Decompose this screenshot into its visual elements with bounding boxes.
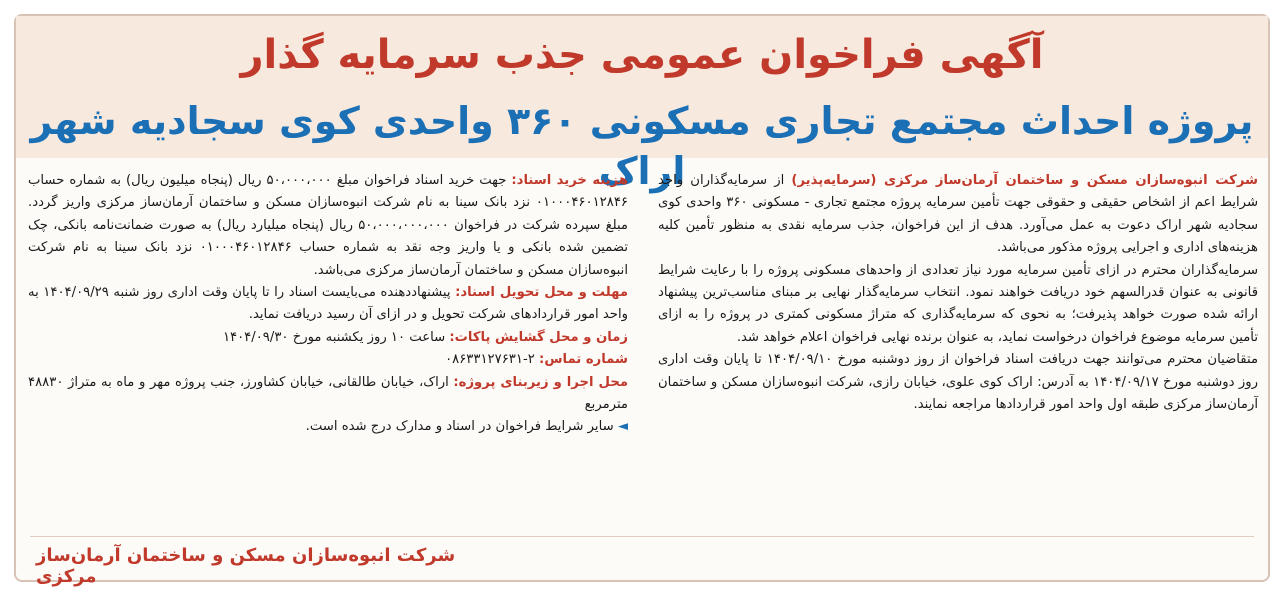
cost-label: هزینه خرید اسناد: xyxy=(511,173,629,188)
cost-item xyxy=(28,170,628,282)
footer-company: شرکت انبوه‌سازان مسکن و ساختمان آرمان‌ساز مرکزی xyxy=(36,545,456,587)
documents-paragraph: متقاضیان محترم می‌توانند جهت دریافت اسناد فراخوان از روز دوشنبه مورخ ۱۴۰۴/۰۹/۱۰ تا پایان وقت اداری روز دوشنبه مورخ ۱۴۰۴/۰۹/۱۷ به آدرس: اراک کوی علوی، خیابان رازی، شرکت انبوه‌سازان مسکن و ساختمان آرمان‌ساز مرکزی طبقه اول واحد امور قراردادها مراجعه نمایند. xyxy=(658,352,1259,413)
location-text: اراک، خیابان طالقانی، خیابان کشاورز، جنب پروژه مهر و ماه به متراژ ۴۸۸۳۰ مترمربع xyxy=(28,374,628,413)
opening-text: ساعت ۱۰ روز یکشنبه مورخ ۱۴۰۴/۰۹/۳۰ xyxy=(222,329,450,345)
opening-label: زمان و محل گشایش پاکات: xyxy=(449,329,628,345)
contact-text: ۲-۰۸۶۳۳۱۲۷۶۳۱ xyxy=(445,352,540,368)
arrow-icon: ◄ xyxy=(617,419,628,435)
contact-item xyxy=(28,349,628,371)
location-item xyxy=(28,372,628,417)
intro-paragraph xyxy=(658,170,1258,260)
terms-paragraph: سرمایه‌گذاران محترم در ازای تأمین سرمایه مورد نیاز تعدادی از واحدهای مسکونی پروژه را با رعایت شرایط قانونی به عنوان قدرالسهم خود دریافت خواهند نمود. انتخاب سرمایه‌گذار نهایی بر مبنای مناسب‌ترین پیشنهاد ارائه شده صورت خواهد پذیرفت؛ به نحوی که سرمایه‌گذاری که متراژ مسکونی کمتری در پروژه را به ازای تأمین سرمایه موضوع فراخوان درخواست نماید، به عنوان برنده نهایی فراخوان اعلام خواهد شد. xyxy=(658,262,1258,345)
ad-subtitle: پروژه احداث مجتمع تجاری مسکونی ۳۶۰ واحدی کوی سجادیه شهر اراک xyxy=(30,99,1254,193)
deadline-item xyxy=(28,282,628,327)
left-column xyxy=(28,170,628,439)
footer-divider xyxy=(30,536,1254,537)
deadline-text: پیشنهاددهنده می‌بایست اسناد را تا پایان وقت اداری روز شنبه ۱۴۰۴/۰۹/۲۹ به واحد امور قراردادهای شرکت تحویل و در ازای آن رسید دریافت نماید. xyxy=(28,285,628,323)
cost-text: جهت خرید اسناد فراخوان مبلغ ۵۰،۰۰۰،۰۰۰ ریال (پنجاه میلیون ریال) به شماره حساب ۰۱۰۰۰۴۶۰۱۲۸۴۶ نزد بانک سینا به نام شرکت انبوه‌سازان مسکن و ساختمان آرمان‌ساز مرکزی واریز گردد. مبلغ سپرده شرکت در فراخوان ۵۰،۰۰۰،۰۰۰،۰۰۰ ریال (پنجاه میلیارد ریال) به صورت ضمانت‌نامه بانکی، چک تضمین شده بانکی و یا واریز وجه نقد به شماره حساب ۰۱۰۰۰۴۶۰۱۲۸۴۶ نزد بانک سینا به نام شرکت انبوه‌سازان مسکن و ساختمان آرمان‌ساز مرکزی می‌باشد. xyxy=(28,173,628,278)
location-label: محل اجرا و زیربنای پروژه: xyxy=(453,374,628,390)
intro-text: از سرمایه‌گذاران واجد شرایط اعم از اشخاص حقیقی و حقوقی جهت تأمین سرمایه پروژه مجتمع تجاری - مسکونی ۳۶۰ واحدی کوی سجادیه شهر اراک دعوت به عمل می‌آورد. هدف از این فراخوان، جذب سرمایه نقدی به منظور تأمین کلیه هزینه‌های اداری و اجرایی پروژه مذکور می‌باشد. xyxy=(658,173,1258,256)
contact-label: شماره تماس: xyxy=(539,352,628,368)
opening-item xyxy=(28,327,628,349)
other-item xyxy=(28,416,628,438)
company-name: شرکت انبوه‌سازان مسکن و ساختمان آرمان‌ساز مرکزی (سرمایه‌پذیر) xyxy=(791,173,1258,188)
ad-title: آگهی فراخوان عمومی جذب سرمایه گذار xyxy=(240,32,1044,78)
right-column xyxy=(658,170,1258,416)
other-text: سایر شرایط فراخوان در اسناد و مدارک درج شده است. xyxy=(305,419,614,435)
deadline-label: مهلت و محل تحویل اسناد: xyxy=(455,285,629,301)
